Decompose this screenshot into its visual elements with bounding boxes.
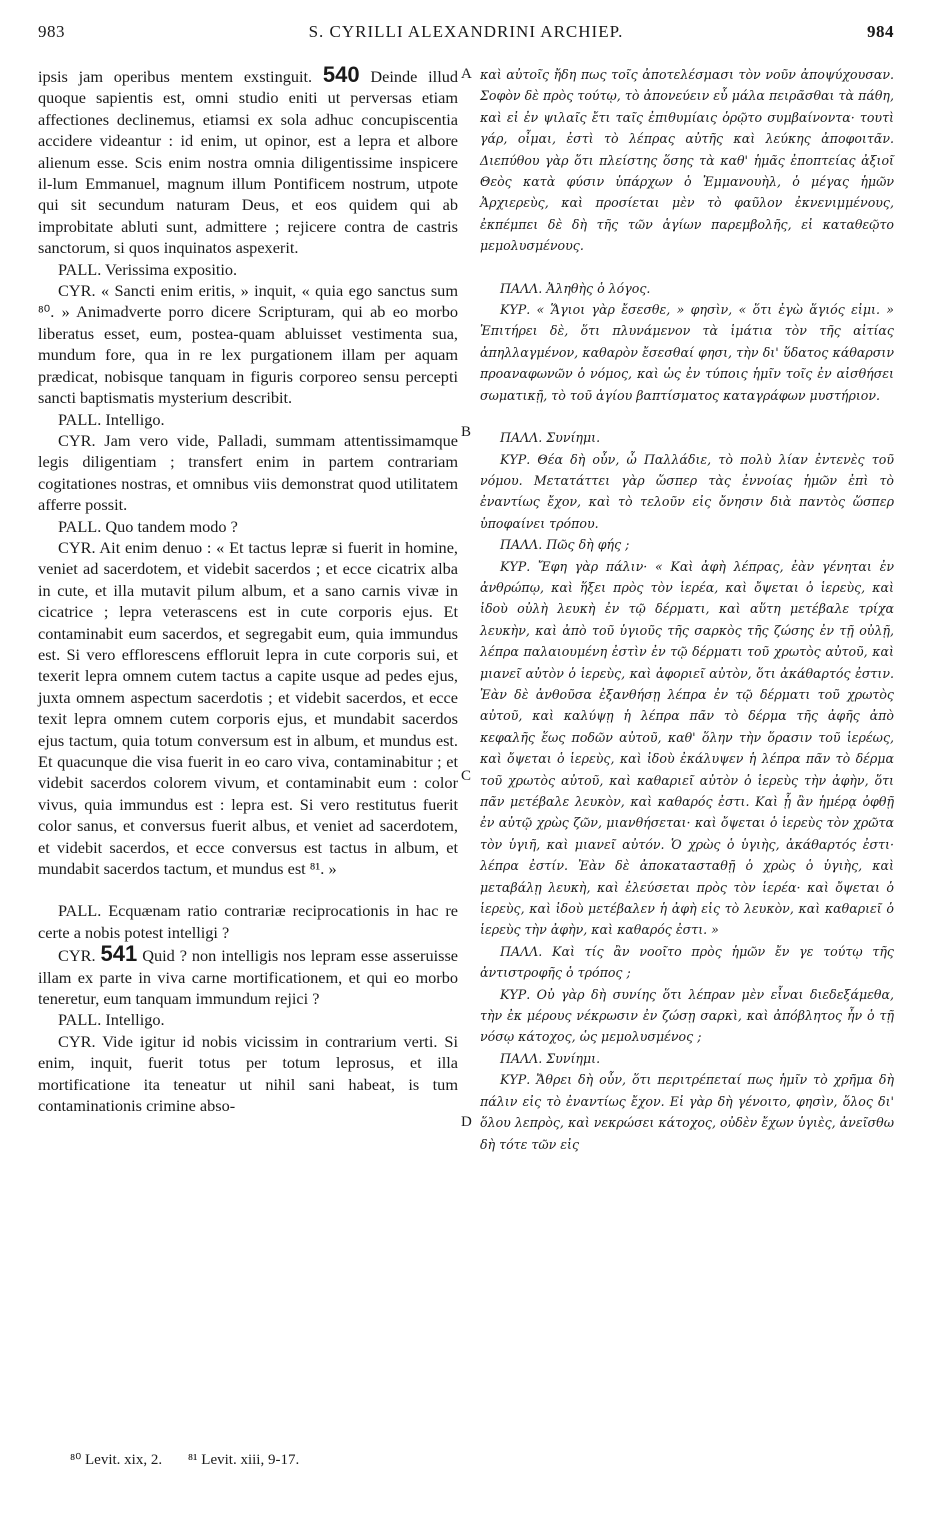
latin-text: ipsis jam operibus mentem exstinguit.	[38, 67, 313, 86]
latin-paragraph: CYR. Vide igitur id nobis vicissim in contrarium verti. Si enim, inquit, fuerit totus per totum leprosus, et illa mortificatione ita teneatur ut nihil sani habeat, is tum contaminationis crimine abso-	[38, 1031, 458, 1116]
page-number-right: 984	[867, 22, 894, 41]
latin-paragraph: PALL. Verissima expositio.	[58, 259, 238, 279]
margin-marker-a: A	[461, 66, 472, 82]
latin-paragraph	[38, 943, 458, 1009]
footnotes	[70, 1450, 321, 1469]
footnote-81: ⁸¹ Levit. xiii, 9-17.	[187, 1452, 300, 1468]
latin-paragraph: PALL. Intelligo.	[58, 1010, 165, 1030]
latin-paragraph: PALL. Intelligo.	[58, 409, 165, 429]
greek-paragraph: ΠΑΛΛ. Ἀληθὴς ὁ λόγος.	[500, 280, 651, 296]
latin-paragraph: PALL. Ecquænam ratio contrariæ reciprocationis in hac re certe a nobis potest intelligi ?	[38, 901, 458, 942]
latin-paragraph: CYR. Jam vero vide, Palladi, summam attentissimamque legis diligentiam ; transfert enim in partem contrariam cogitationes nostras, et omnibus viis demonstrat quod utilitatem afferre possit.	[38, 430, 458, 515]
running-header	[38, 22, 894, 52]
greek-paragraph: ΚΥΡ. Οὐ γὰρ δὴ συνίης ὅτι λέπραν μὲν εἶναι διεδεξάμεθα, τὴν ἐκ μέρους νέκρωσιν ἐν ζώσῃ σαρκὶ, καὶ ἀπόβλητος ἦν ὁ τῇ νόσῳ κάτοχος, ὡς μεμολυσμένος ;	[480, 986, 894, 1045]
margin-marker-d: D	[461, 1114, 472, 1130]
latin-paragraph: CYR. Ait enim denuo : « Et tactus lepræ si fuerit in homine, veniet ad sacerdotem, et videbit sacerdos ; et ecce cicatrix alba in cute, et illa mutavit pilum album, et a sano carnis vivæ in cicatrice ; lepra veterascens est in cute corporis ejus. Et contaminabit eum sacerdos, et segregabit eum, quia immundus est. Si vero efflorescens effloruit lepra in cute corporis sui, et texerit lepra omnem cutem tactus a capite usque ad pedes ejus, juxta omnem aspectum sacerdotis ; et videbit sacerdos, et ecce texit lepra omnem cutem corporis ejus, et mundabit sacerdos ejus tactum, quia totum conversum est in album, et mundus est. Et quacunque die visa fuerit in eo caro viva, contaminabitur ; et videbit sacerdos colorem vivum, et contaminabit eum : color vivus, quia immundus est : lepra est. Si vero restitutus fuerit color sanus, et conversus fuerit albus, et veniet ad sacerdotem, et videbit sacerdos, et ecce conversus est tactus in album, et mundabit sacerdos tactum, et mundus est ⁸¹. »	[38, 537, 458, 879]
footnote-80: ⁸⁰ Levit. xix, 2.	[70, 1452, 163, 1468]
latin-column	[38, 64, 458, 1117]
running-title: S. CYRILLI ALEXANDRINI ARCHIEP.	[308, 22, 624, 41]
greek-paragraph: ΚΥΡ. Ἄθρει δὴ οὖν, ὅτι περιτρέπεταί πως ἡμῖν τὸ χρῆμα δὴ πάλιν εἰς τὸ ἐναντίως ἔχον. Εἰ γὰρ δὴ γένοιτο, φησὶν, ὅλος δι' ὅλου λεπρὸς, καὶ νεκρώσει κάτοχος, οὐδὲν ἔχων ὑγιὲς, ἀνεῖσθω δὴ τότε τῶν εἰς	[480, 1072, 894, 1152]
latin-text: Quid ? non intelligis nos lepram esse asseruisse illam ex parte in viva carne mortificationem, et qui eo morbo teneretur, eum tanquam immundum rejici ?	[38, 946, 459, 1009]
latin-text: Deinde illud quoque sapientis est, omni studio eniti ut perversas etiam affectiones declinemus, etiamsi ex sola adhuc concupiscentia accidere videantur : id enim, ut opinor, est a lepra et albore alienum esse. Scis enim nostra omnia diligentissime inspicere il-lum Emmanuel, magnum illum Pontificem nostrum, utpote qui sit secundum naturam Deus, et eos quidem qui ab improbitate abluti sunt, admittere ; rejicere contra de castris sanctorum, si quos inquinatos aspexerit.	[38, 67, 459, 258]
latin-speaker: CYR.	[58, 946, 96, 966]
latin-paragraph: PALL. Quo tandem modo ?	[58, 516, 238, 536]
greek-paragraph: ΠΑΛΛ. Πῶς δὴ φής ;	[500, 537, 630, 553]
column-number-541: 541	[100, 941, 138, 967]
greek-paragraph: ΠΑΛΛ. Συνίημι.	[500, 1050, 601, 1066]
latin-paragraph	[38, 64, 458, 259]
column-number-540: 540	[322, 62, 360, 87]
greek-paragraph: καὶ αὐτοῖς ἤδη πως τοῖς ἀποτελέσμασι τὸν νοῦν ἀποψύχουσαν. Σοφὸν δὲ πρὸς τούτῳ, τὸ ἀπονεύειν εὖ μάλα πειρᾶσθαι τὰ πάθη, καὶ εἰ ἐν ψιλαῖς ἔτι ταῖς ἐπιθυμίαις ὁρῷτο συμβαίνοντα· τουτὶ γάρ, οἶμαι, ἐστὶ τὸ λέπρας αὐτῆς καὶ λεύκης ἀποφοιτᾶν. Διεπύθου γὰρ ὅτι πλείστης ὅσης τὰ καθ' ἡμᾶς ἐποπτείας ἀξιοῖ Θεὸς κατὰ φύσιν ὑπάρχων ὁ Ἐμμανουὴλ, ὁ μέγας ἡμῶν Ἀρχιερεὺς, καὶ προσίεται μὲν τὸ φαῦλον ἐκνενιμμένους, ἐκπέμπει δὲ δὴ τῆς τῶν ἁγίων παρεμβολῆς, εἰ καταθεῷτο μεμολυσμένους.	[480, 67, 894, 254]
greek-paragraph: ΚΥΡ. « Ἅγιοι γὰρ ἔσεσθε, » φησὶν, « ὅτι ἐγὼ ἅγιός εἰμι. » Ἐπιτήρει δὲ, ὅτι πλυνάμενον τὰ ἱμάτια τὸν τῆς αἰτίας ἀπηλλαγμένον, καθαρὸν ἔσεσθαί φησι, τὴν δι' ὕδατος κάθαρσιν προαναφωνῶν ὁ νόμος, καὶ ὡς ἐν τύποις ἡμῖν τοῖς ἐν αἰσθήσει σωματικῇ, τὸ τοῦ ἁγίου βαπτίσματος καταγράφων μυστήριον.	[480, 302, 894, 403]
greek-column	[480, 64, 894, 1155]
page-number-left: 983	[38, 22, 65, 41]
margin-marker-c: C	[461, 768, 472, 784]
greek-paragraph: ΚΥΡ. Θέα δὴ οὖν, ὦ Παλλάδιε, τὸ πολὺ λίαν ἐντενὲς τοῦ νόμου. Μετατάττει γὰρ ὥσπερ τὰς ἐννοίας ἡμῶν ἐπὶ τὸ ἐναντίως ἔχον, καὶ τὸ τελοῦν εἰς ὄνησιν διὰ παντὸς ὥσπερ ὑποφαίνει τρόπου.	[480, 451, 894, 531]
latin-paragraph: CYR. « Sancti enim eritis, » inquit, « quia ego sanctus sum ⁸⁰. » Animadverte porro dicere Scripturam, qui ab eo morbo liberatus esset, eum, postea-quam abluisset vestimenta sua, mundum fore, qua in re lex purgationem illam per aquam prædicat, nobisque tanquam in figuris corporeo sensu percepti sancti baptismatis mysterium describit.	[38, 281, 458, 408]
margin-marker-b: B	[461, 424, 472, 440]
greek-paragraph: ΠΑΛΛ. Καὶ τίς ἂν νοοῖτο πρὸς ἡμῶν ἔν γε τούτῳ τῆς ἀντιστροφῆς ὁ τρόπος ;	[480, 943, 894, 981]
greek-paragraph: ΚΥΡ. Ἔφη γὰρ πάλιν· « Καὶ ἀφὴ λέπρας, ἐὰν γένηται ἐν ἀνθρώπῳ, καὶ ἥξει πρὸς τὸν ἱερέα, καὶ ὄψεται ὁ ἱερεὺς, καὶ ἰδοὺ οὐλὴ λευκὴ ἐν τῷ δέρματι, καὶ αὕτη μετέβαλε τρίχα λευκὴν, καὶ ἀπὸ τοῦ ὑγιοῦς τῆς σαρκὸς τῆς ζώσης ἐν τῇ οὐλῇ, λέπρα παλαιουμένη ἐστὶν ἐν τῷ δέρματι τοῦ χρωτὸς αὐτοῦ, καὶ μιανεῖ αὐτὸν ὁ ἱερεὺς, καὶ ἀφοριεῖ αὐτὸν, ὅτι ἀκάθαρτός ἐστιν. Ἐὰν δὲ ἀνθοῦσα ἐξανθήσῃ λέπρα ἐν τῷ δέρματι τοῦ χρωτὸς αὐτοῦ, καὶ καλύψῃ ἡ λέπρα πᾶν τὸ δέρμα τῆς ἀφῆς ἀπὸ κεφαλῆς ἕως ποδῶν αὐτοῦ, καθ' ὅλην τὴν ὅρασιν τοῦ ἱερέως, καὶ ὄψεται ὁ ἱερεὺς, καὶ ἰδοὺ ἐκάλυψεν ἡ λέπρα πᾶν τὸ δέρμα τοῦ χρωτὸς αὐτοῦ, καὶ καθαριεῖ αὐτὸν ὁ ἱερεὺς τὴν ἀφὴν, ὅτι πᾶν μετέβαλε λευκὸν, καὶ καθαρός ἐστι. Καὶ ᾗ ἂν ἡμέρᾳ ὀφθῇ ἐν αὐτῷ χρὼς ζῶν, μιανθήσεται· καὶ ὄψεται ὁ ἱερεὺς τὸν χρῶτα τὸν ὑγιῆ, καὶ μιανεῖ αὐτόν. Ὁ χρὼς ὁ ὑγιὴς, ἀκάθαρτός ἐστι· λέπρα ἐστίν. Ἐὰν δὲ ἀποκατασταθῇ ὁ χρὼς ὁ ὑγιὴς, καὶ μεταβάλῃ λευκὴ, καὶ ἐλεύσεται πρὸς τὸν ἱερέα· καὶ ὄψεται ὁ ἱερεὺς, καὶ ἰδοὺ μετέβαλεν ἡ ἀφὴ εἰς τὸ λευκὸν, καὶ καθαριεῖ ὁ ἱερεὺς τὴν ἀφὴν, καὶ καθαρός ἐστι. »	[480, 558, 894, 938]
greek-paragraph: ΠΑΛΛ. Συνίημι.	[500, 430, 601, 446]
